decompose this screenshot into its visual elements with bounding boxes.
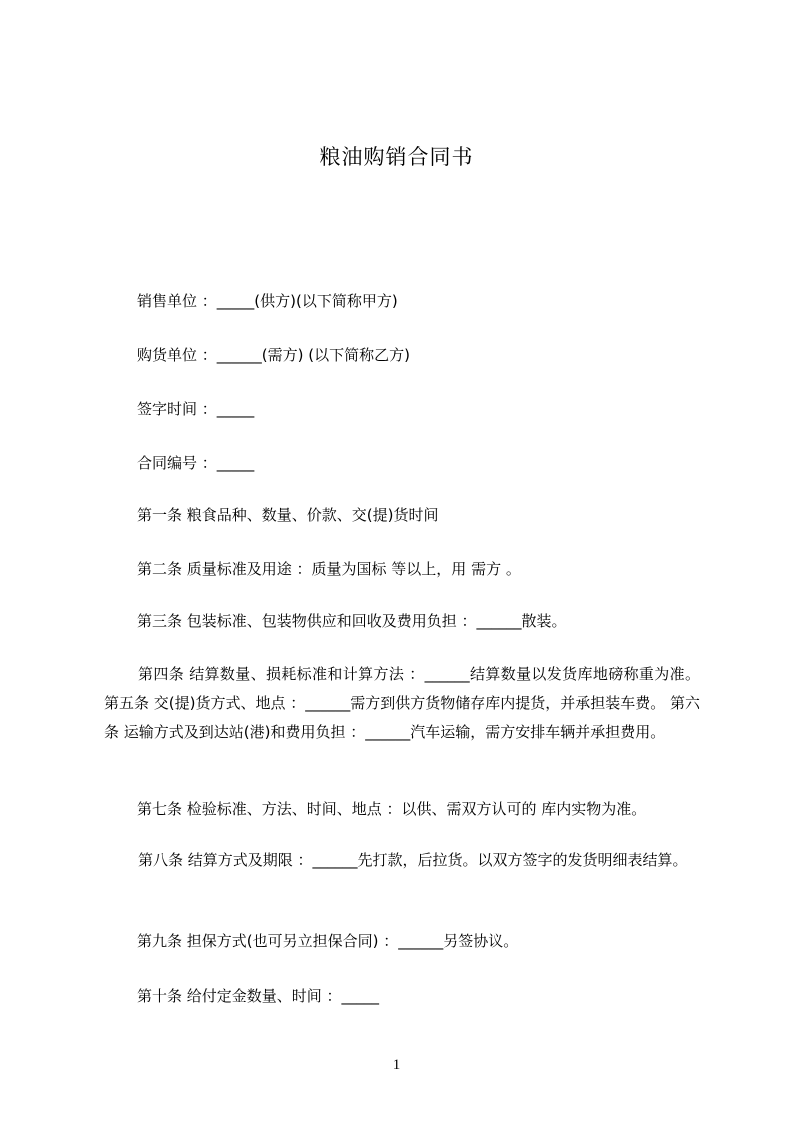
article-8: 第八条 结算方式及期限 ：______先打款，后拉货。以双方签字的发货明细表结算。 bbox=[138, 851, 688, 869]
article-9: 第九条 担保方式(也可另立担保合同) ：______另签协议。 bbox=[137, 932, 519, 950]
signing-time-line: 签字时间 ：_____ bbox=[137, 400, 255, 418]
article-2: 第二条 质量标准及用途 ：质量为国标 等以上，用 需方 。 bbox=[137, 560, 521, 578]
contract-number-line: 合同编号 ：_____ bbox=[137, 454, 255, 472]
article-7: 第七条 检验标准、方法、时间、地点 ：以供、需双方认可的 库内实物为准。 bbox=[137, 800, 647, 818]
article-1: 第一条 粮食品种、数量、价款、交(提)货时间 bbox=[137, 506, 439, 524]
buyer-unit-line: 购货单位 ：______(需方) (以下简称乙方) bbox=[137, 346, 410, 364]
article-10: 第十条 给付定金数量、时间 ：_____ bbox=[137, 987, 380, 1005]
articles-4-to-6: 第四条 结算数量、损耗标准和计算方法 ：______结算数量以发货库地磅称重为准。 第五条 交(提)货方式、地点 ：______需方到供方货物储存库内提货，并承担装车费。 第六条 运输方式及到达站(港)和费用负担 ：______汽车运输，需方安排车辆并承担费用。 bbox=[104, 665, 701, 741]
article-3: 第三条 包装标准、包装物供应和回收及费用负担 ：______散装。 bbox=[137, 612, 567, 630]
document-title: 粮油购销合同书 bbox=[319, 145, 474, 169]
seller-unit-line: 销售单位 ：_____(供方)(以下简称甲方) bbox=[137, 292, 398, 310]
page-number: 1 bbox=[392, 1057, 401, 1073]
